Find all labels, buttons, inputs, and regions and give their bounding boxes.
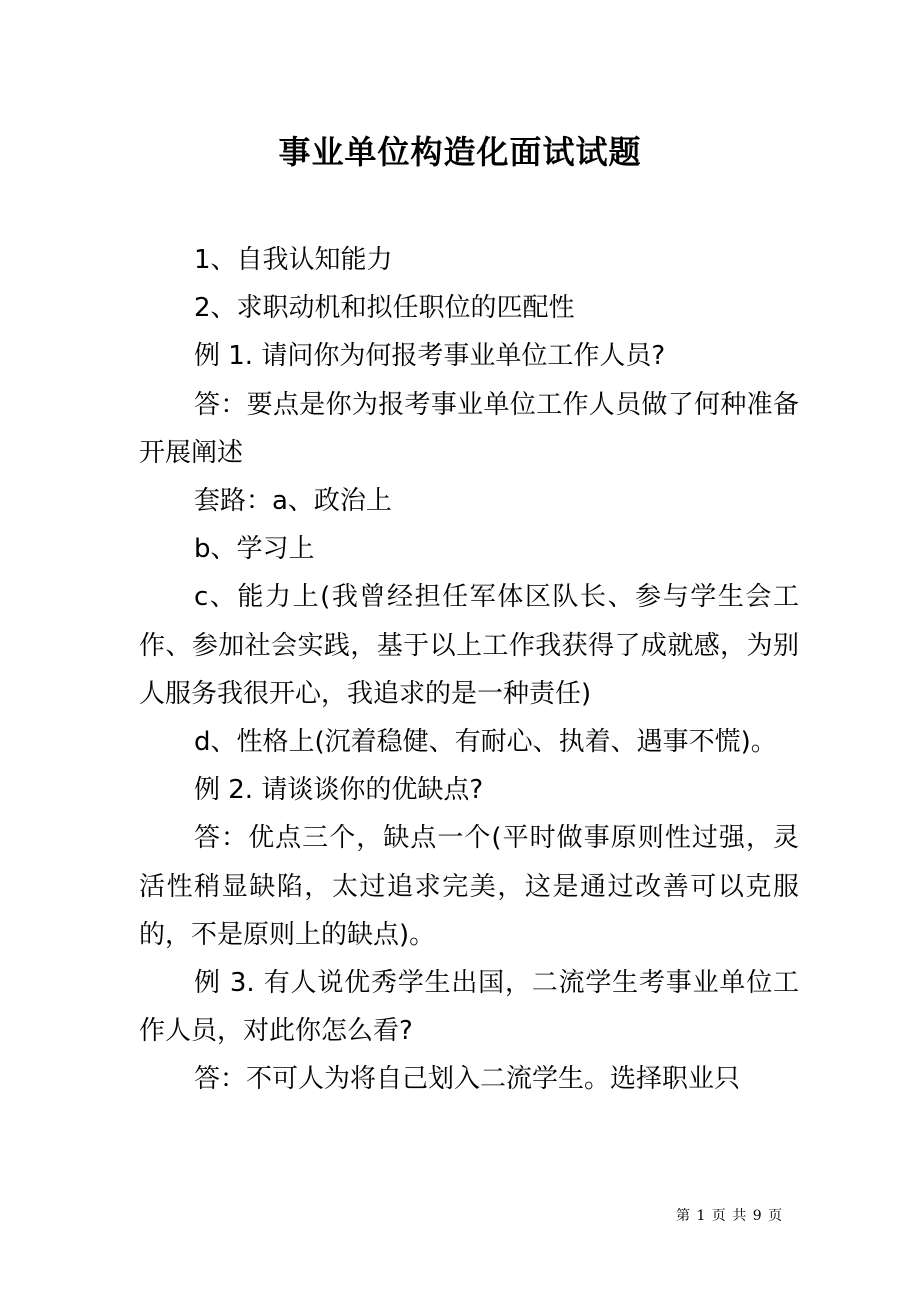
page-title: 事业单位构造化面试试题 (278, 133, 642, 171)
paragraph-8: d、性格上(沉着稳健、有耐心、执着、遇事不慌)。 (194, 727, 777, 758)
paragraph-3: 例 1. 请问你为何报考事业单位工作人员? (194, 341, 666, 372)
paragraph-11: 例 3. 有人说优秀学生出国，二流学生考事业单位工作人员，对此你怎么看? (139, 968, 799, 1047)
paragraph-5: 套路：a、政治上 (194, 486, 392, 517)
paragraph-10: 答：优点三个，缺点一个(平时做事原则性过强，灵活性稍显缺陷，太过追求完美，这是通过改善可以克服的，不是原则上的缺点)。 (139, 823, 799, 950)
paragraph-1: 1、自我认知能力 (194, 245, 393, 275)
paragraph-6: b、学习上 (194, 534, 315, 565)
paragraph-12: 答：不可人为将自己划入二流学生。选择职业只 (194, 1064, 741, 1095)
document-body (139, 236, 799, 1104)
paragraph-4: 答：要点是你为报考事业单位工作人员做了何种准备开展阐述 (139, 389, 799, 468)
paragraph-7: c、能力上(我曾经担任军体区队长、参与学生会工作、参加社会实践，基于以上工作我获得了成就感，为别人服务我很开心，我追求的是一种责任) (139, 582, 799, 709)
paragraph-2: 2、求职动机和拟任职位的匹配性 (194, 293, 575, 324)
paragraph-9: 例 2. 请谈谈你的优缺点? (194, 775, 484, 806)
page-footer: 第 1 页 共 9 页 (676, 1208, 784, 1224)
